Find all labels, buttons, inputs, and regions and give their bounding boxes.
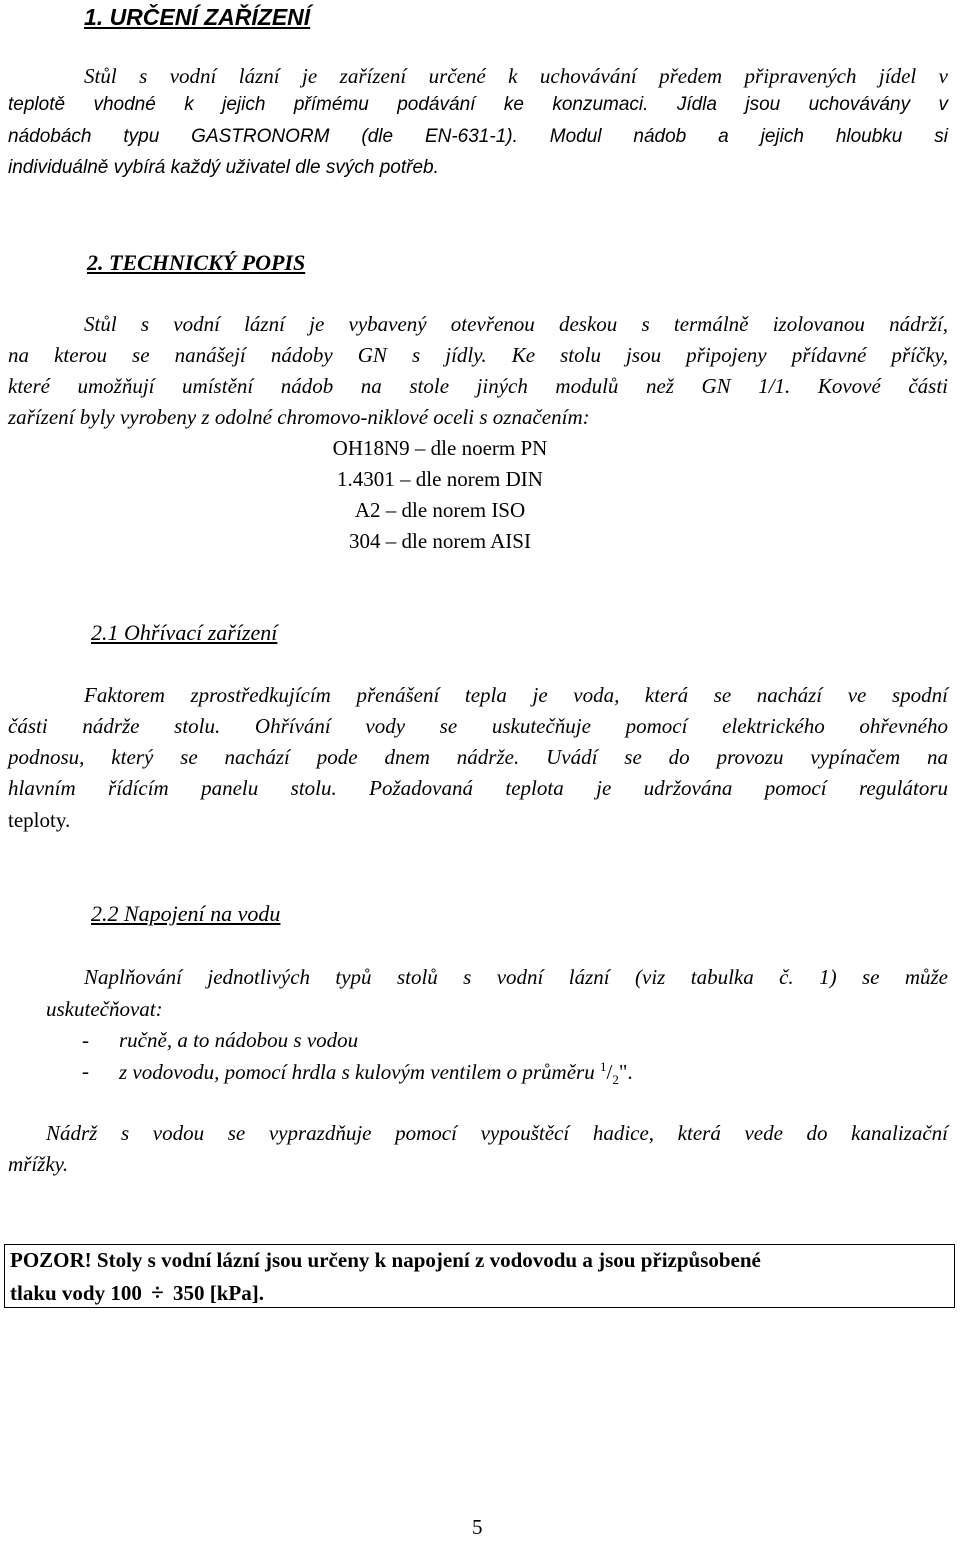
- divide-sign: ÷: [151, 1280, 164, 1305]
- section-2-2-intro-line-1: Naplňování jednotlivých typů stolů s vodní lázní (viz tabulka č. 1) se může: [84, 965, 948, 989]
- warning-label: POZOR!: [10, 1248, 92, 1272]
- section-2-1-heading: 2.1 Ohřívací zařízení: [91, 620, 278, 645]
- warning-text-2-prefix: tlaku vody 100: [10, 1281, 148, 1305]
- section-1-line-3: nádobách typu GASTRONORM (dle EN-631-1). Modul nádob a jejich hloubku si: [8, 126, 948, 147]
- section-2-2-heading: 2.2 Napojení na vodu: [91, 901, 281, 926]
- fill-method-mains-text: z vodovodu, pomocí hrdla s kulovým ventilem o průměru: [119, 1060, 600, 1084]
- page-number: 5: [472, 1515, 483, 1539]
- fraction-numerator: 1: [599, 1059, 607, 1074]
- section-2-line-3: které umožňují umístění nádob na stole jiných modulů než GN 1/1. Kovové části: [8, 374, 948, 398]
- warning-text-2-suffix: 350 [kPa].: [167, 1281, 264, 1305]
- bullet-dash: -: [82, 1059, 89, 1083]
- warning-text-1: Stoly s vodní lázní jsou určeny k napojení z vodovodu a jsou přizpůsobené: [91, 1248, 761, 1272]
- section-2-line-2: na kterou se nanášejí nádoby GN s jídly. Ke stolu jsou připojeny přídavné příčky,: [8, 343, 948, 367]
- section-2-2-intro-line-2: uskutečňovat:: [46, 997, 163, 1021]
- section-2-1-line-5: teploty.: [8, 808, 71, 832]
- section-2-1-line-2: části nádrže stolu. Ohřívání vody se uskutečňuje pomocí elektrického ohřevného: [8, 714, 948, 738]
- section-1-line-2: teplotě vhodné k jejich přímému podávání ke konzumaci. Jídla jsou uchovávány v: [8, 94, 948, 115]
- warning-line-2: [10, 1280, 264, 1306]
- standard-pn: OH18N9 – dle noerm PN: [332, 436, 548, 460]
- warning-line-1: [10, 1248, 761, 1273]
- bullet-dash: -: [82, 1028, 89, 1052]
- fraction-suffix: ".: [618, 1060, 633, 1084]
- drain-line-1: Nádrž s vodou se vyprazdňuje pomocí vypouštěcí hadice, která vede do kanalizační: [46, 1121, 948, 1145]
- section-2-1-line-1: Faktorem zprostředkujícím přenášení tepla je voda, která se nachází ve spodní: [84, 683, 948, 707]
- section-1-line-4: individuálně vybírá každý uživatel dle svých potřeb.: [8, 157, 439, 178]
- standard-din: 1.4301 – dle norem DIN: [337, 467, 543, 491]
- drain-line-2: mřížky.: [8, 1152, 69, 1176]
- section-2-heading: 2. TECHNICKÝ POPIS: [87, 250, 306, 275]
- section-1-heading: 1. URČENÍ ZAŘÍZENÍ: [84, 4, 311, 30]
- section-2-1-line-3: podnosu, který se nachází pode dnem nádrže. Uvádí se do provozu vypínačem na: [8, 745, 948, 769]
- standard-aisi: 304 – dle norem AISI: [349, 529, 531, 553]
- fill-method-mains: z vodovodu, pomocí hrdla s kulovým ventilem o průměru $^1/_2$".: [119, 1059, 633, 1088]
- fill-method-manual: ručně, a to nádobou s vodou: [119, 1028, 359, 1052]
- section-2-line-4: zařízení byly vyrobeny z odolné chromovo-niklové oceli s označením:: [8, 405, 590, 429]
- section-1-line-1: Stůl s vodní lázní je zařízení určené k uchovávání předem připravených jídel v: [84, 64, 948, 88]
- section-2-line-1: Stůl s vodní lázní je vybavený otevřenou deskou s termálně izolovanou nádrží,: [84, 312, 948, 336]
- section-2-1-line-4: hlavním řídícím panelu stolu. Požadovaná teplota je udržována pomocí regulátoru: [8, 776, 948, 800]
- fraction-denominator: 2: [612, 1072, 619, 1088]
- standard-iso: A2 – dle norem ISO: [354, 498, 526, 522]
